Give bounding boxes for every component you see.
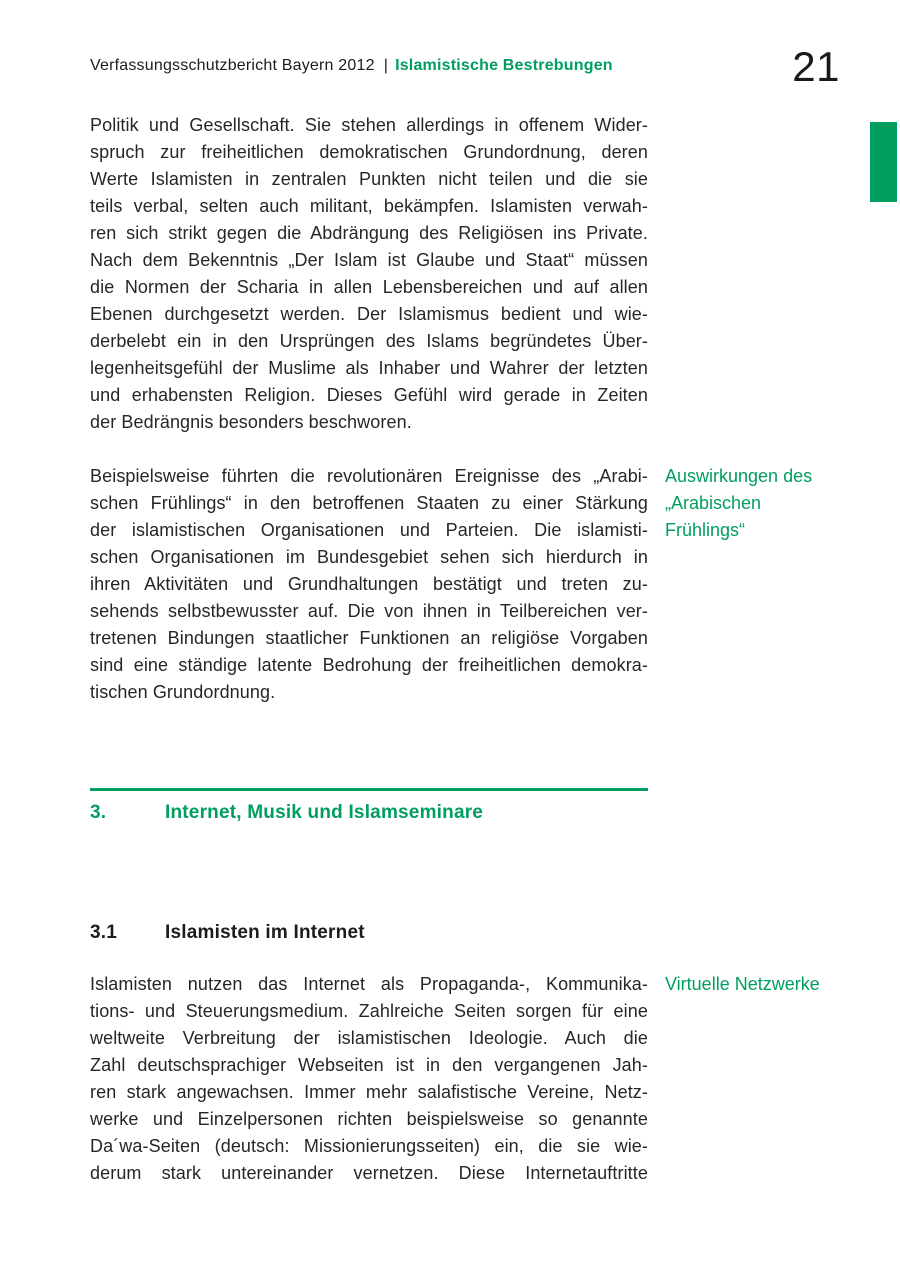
text-line: sehends selbstbewusster auf. Die von ihnen in Teilbereichen ver- bbox=[90, 601, 648, 621]
text-line: schen Frühlings“ in den betroffenen Staaten zu einer Stärkung bbox=[90, 493, 648, 513]
text-line: legenheitsgefühl der Muslime als Inhaber und Wahrer der letzten bbox=[90, 358, 648, 378]
text-line: spruch zur freiheitlichen demokratischen Grundordnung, deren bbox=[90, 142, 648, 162]
text-line: schen Organisationen im Bundesgebiet sehen sich hierdurch in bbox=[90, 547, 648, 567]
text-line: Werte Islamisten in zentralen Punkten nicht teilen und die sie bbox=[90, 169, 648, 189]
body-paragraph bbox=[90, 463, 648, 706]
text-line: Da´wa-Seiten (deutsch: Missionierungsseiten) ein, die sie wie- bbox=[90, 1136, 648, 1156]
text-line: Virtuelle Netzwerke bbox=[665, 974, 820, 994]
section-heading bbox=[90, 801, 648, 825]
report-title: Verfassungsschutzbericht Bayern 2012 bbox=[90, 57, 375, 74]
text-line: werke und Einzelpersonen richten beispielsweise so genannte bbox=[90, 1109, 648, 1129]
section-divider-rule bbox=[90, 788, 648, 791]
margin-note-arab-spring bbox=[665, 463, 870, 544]
text-line: „Arabischen bbox=[665, 493, 762, 513]
text-line: ihren Aktivitäten und Grundhaltungen bestätigt und treten zu- bbox=[90, 574, 648, 594]
subsection-heading bbox=[90, 921, 648, 945]
text-line: Ebenen durchgesetzt werden. Der Islamismus bedient und wie- bbox=[90, 304, 648, 324]
text-line: tischen Grundordnung. bbox=[90, 682, 276, 702]
text-line: tretenen Bindungen staatlicher Funktionen an religiöse Vorgaben bbox=[90, 628, 648, 648]
text-line: weltweite Verbreitung der islamistischen Ideologie. Auch die bbox=[90, 1028, 648, 1048]
text-line: derbelebt ein in den Ursprüngen des Islams begründetes Über- bbox=[90, 331, 648, 351]
text-line: ren sich strikt gegen die Abdrängung des Religiösen ins Private. bbox=[90, 223, 648, 243]
header-separator: | bbox=[383, 57, 389, 74]
body-paragraph bbox=[90, 971, 648, 1187]
text-line: Nach dem Bekenntnis „Der Islam ist Glaube und Staat“ müssen bbox=[90, 250, 648, 270]
text-line: und erhabensten Religion. Dieses Gefühl wird gerade in Zeiten bbox=[90, 385, 648, 405]
text-line: Politik und Gesellschaft. Sie stehen allerdings in offenem Wider- bbox=[90, 115, 648, 135]
text-line: Beispielsweise führten die revolutionären Ereignisse des „Arabi- bbox=[90, 466, 648, 486]
text-line: sind eine ständige latente Bedrohung der freiheitlichen demokra- bbox=[90, 655, 648, 675]
text-line: Zahl deutschsprachiger Webseiten ist in den vergangenen Jah- bbox=[90, 1055, 648, 1075]
chapter-edge-tab bbox=[870, 122, 897, 202]
text-line: ren stark angewachsen. Immer mehr salafistische Vereine, Netz- bbox=[90, 1082, 648, 1102]
running-header bbox=[90, 56, 750, 76]
chapter-title: Islamistische Bestrebungen bbox=[395, 57, 613, 74]
section-number: 3. bbox=[90, 802, 107, 823]
text-line: der islamistischen Organisationen und Parteien. Die islamisti- bbox=[90, 520, 648, 540]
section-title: Internet, Musik und Islamseminare bbox=[165, 802, 484, 823]
text-line: teils verbal, selten auch militant, bekämpfen. Islamisten verwah- bbox=[90, 196, 648, 216]
subsection-number: 3.1 bbox=[90, 922, 118, 943]
text-line: derum stark untereinander vernetzen. Diese Internetauftritte bbox=[90, 1163, 648, 1183]
text-line: der Bedrängnis besonders beschworen. bbox=[90, 412, 412, 432]
page-number: 21 bbox=[792, 43, 840, 90]
body-paragraph bbox=[90, 112, 648, 436]
text-line: Frühlings“ bbox=[665, 520, 746, 540]
margin-note-virtual-networks bbox=[665, 971, 870, 998]
text-line: Auswirkungen des bbox=[665, 466, 813, 486]
text-line: tions- und Steuerungsmedium. Zahlreiche Seiten sorgen für eine bbox=[90, 1001, 648, 1021]
text-line: die Normen der Scharia in allen Lebensbereichen und auf allen bbox=[90, 277, 648, 297]
subsection-title: Islamisten im Internet bbox=[165, 922, 365, 943]
text-line: Islamisten nutzen das Internet als Propaganda-, Kommunika- bbox=[90, 974, 648, 994]
